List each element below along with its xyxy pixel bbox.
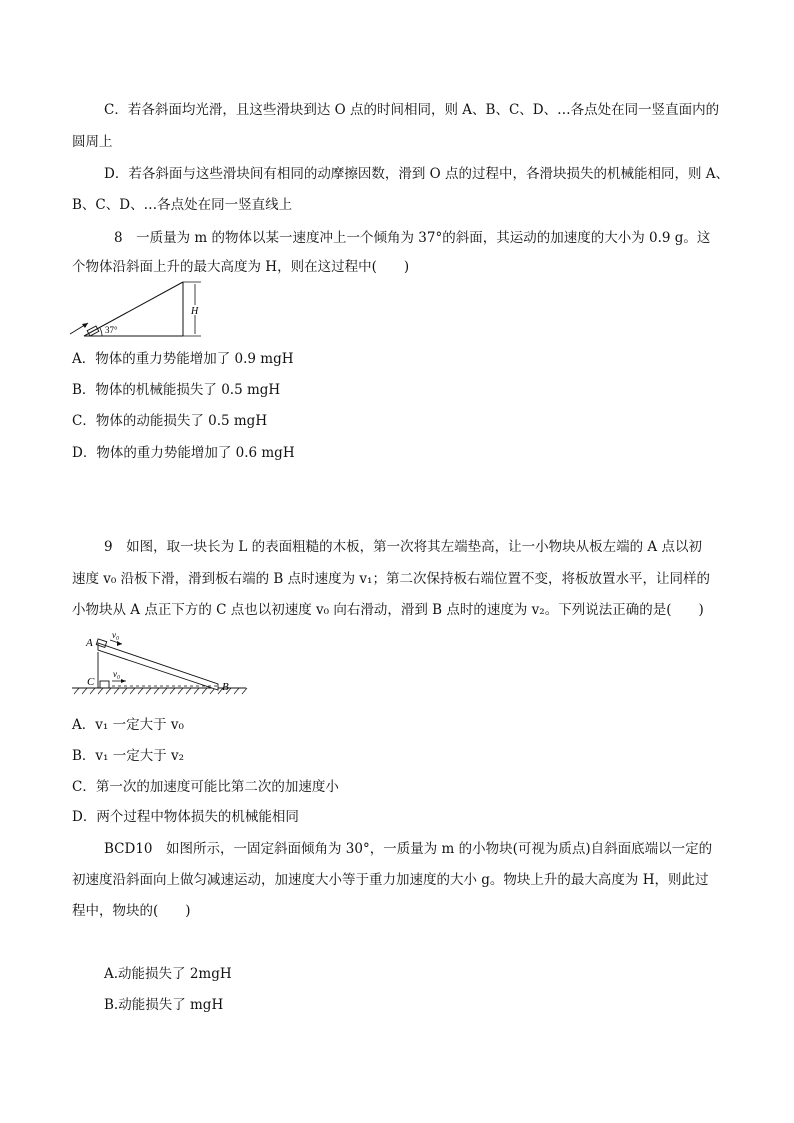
question-9-option-d: D．两个过程中物体损失的机械能相同 (72, 809, 299, 825)
question-8-option-d: D．物体的重力势能增加了 0.6 mgH (72, 445, 295, 461)
question-9-line-2: 速度 v₀ 沿板下滑，滑到板右端的 B 点时速度为 v₁；第二次保持板右端位置不变，将板放置水平，让同样的 (72, 571, 710, 587)
option-c-line-2: 圆周上 (72, 134, 113, 150)
question-9-option-c: C．第一次的加速度可能比第二次的加速度小 (72, 779, 339, 795)
board-figure (68, 628, 253, 704)
question-9-option-b: B．v₁ 一定大于 v₂ (72, 748, 185, 764)
height-label: H (191, 306, 199, 317)
question-8-line-2: 个物体沿斜面上升的最大高度为 H，则在这过程中( ) (72, 259, 410, 275)
label-b: B (222, 681, 229, 693)
option-c-line-1: C．若各斜面均光滑，且这些滑块到达 O 点的时间相同，则 A、B、C、D、…各点处在同一竖直面内的 (104, 102, 720, 118)
angle-label: 37° (105, 325, 118, 335)
question-10-option-b: B.动能损失了 mgH (104, 997, 224, 1013)
question-9-option-a: A．v₁ 一定大于 v₀ (72, 717, 184, 733)
question-10-option-a: A.动能损失了 2mgH (104, 966, 232, 982)
label-c: C (87, 676, 95, 688)
question-8-option-a: A．物体的重力势能增加了 0.9 mgH (72, 351, 294, 367)
option-d-line-1: D．若各斜面与这些滑块间有相同的动摩擦因数，滑到 O 点的过程中，各滑块损失的机械能相同，则 A、 (104, 166, 730, 182)
question-8-option-b: B．物体的机械能损失了 0.5 mgH (72, 382, 281, 398)
question-10-line-2: 初速度沿斜面向上做匀减速运动，加速度大小等于重力加速度的大小 g。物块上升的最大高度为 H，则此过 (72, 872, 709, 888)
question-10-line-1: BCD10 如图所示，一固定斜面倾角为 30°，一质量为 m 的小物块(可视为质点)自斜面底端以一定的 (104, 841, 713, 857)
question-9-line-1: 9 如图，取一块长为 L 的表面粗糙的木板，第一次将其左端垫高，让一小物块从板左端的 A 点以初 (104, 539, 702, 555)
question-8-line-1: 8 一质量为 m 的物体以某一速度冲上一个倾角为 37°的斜面，其运动的加速度的大小为 0.9 g。这 (114, 230, 711, 246)
question-8-option-c: C．物体的动能损失了 0.5 mgH (72, 413, 268, 429)
question-9-line-3: 小物块从 A 点正下方的 C 点也以初速度 v₀ 向右滑动，滑到 B 点时的速度为 v₂。下列说法正确的是( ) (72, 602, 704, 618)
option-d-line-2: B、C、D、…各点处在同一竖直线上 (72, 197, 293, 213)
incline-37-figure (66, 278, 216, 342)
label-v0-bottom: v₀ (113, 669, 121, 679)
label-a: A (86, 637, 93, 649)
label-v0-top: v₀ (112, 630, 120, 640)
question-10-line-3: 程中，物块的( ) (72, 903, 191, 919)
